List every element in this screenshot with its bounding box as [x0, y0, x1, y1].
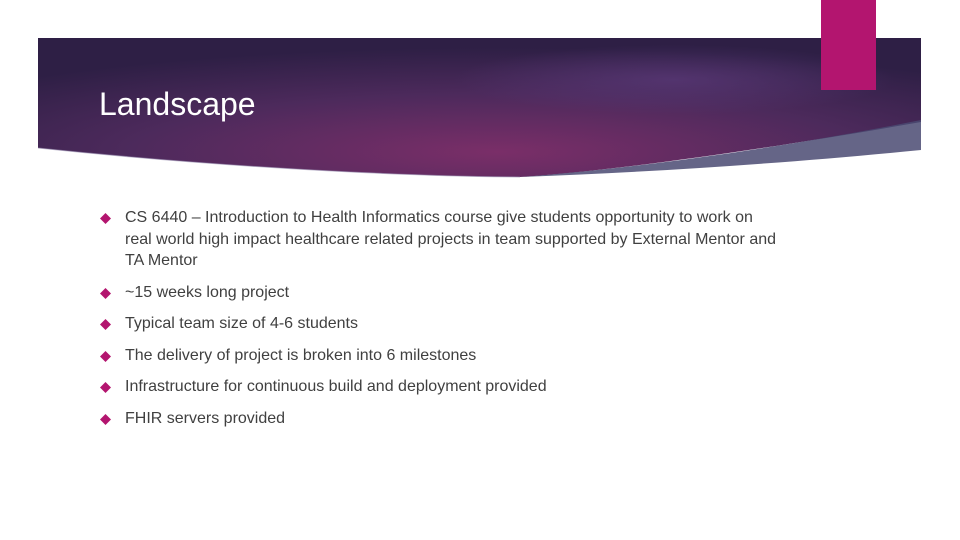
- list-item: [100, 207, 780, 272]
- diamond-bullet-icon: [100, 382, 111, 393]
- bullet-text: FHIR servers provided: [125, 409, 286, 427]
- bullet-text: Infrastructure for continuous build and deployment provided: [125, 378, 547, 395]
- diamond-bullet-icon: [100, 414, 111, 425]
- list-item: [100, 345, 780, 367]
- list-item: [100, 282, 780, 304]
- diamond-bullet-icon: [100, 288, 111, 299]
- list-item: [100, 313, 780, 335]
- bullet-text: The delivery of project is broken into 6 milestones: [125, 346, 477, 364]
- diamond-bullet-icon: [100, 213, 111, 224]
- diamond-bullet-icon: [100, 351, 111, 362]
- diamond-bullet-icon: [100, 319, 111, 330]
- accent-tab: [821, 0, 876, 90]
- list-item: [100, 408, 780, 430]
- bullet-text: Typical team size of 4-6 students: [125, 315, 358, 332]
- bullet-list: [100, 207, 780, 439]
- bullet-text: ~15 weeks long project: [125, 283, 290, 301]
- slide-title: Landscape: [99, 86, 256, 122]
- bullet-text: CS 6440 – Introduction to Health Informatics course give students opportunity to work on real world high impact healthcare related projects in team supported by External Mentor and TA Mentor: [125, 209, 777, 269]
- list-item: [100, 376, 780, 398]
